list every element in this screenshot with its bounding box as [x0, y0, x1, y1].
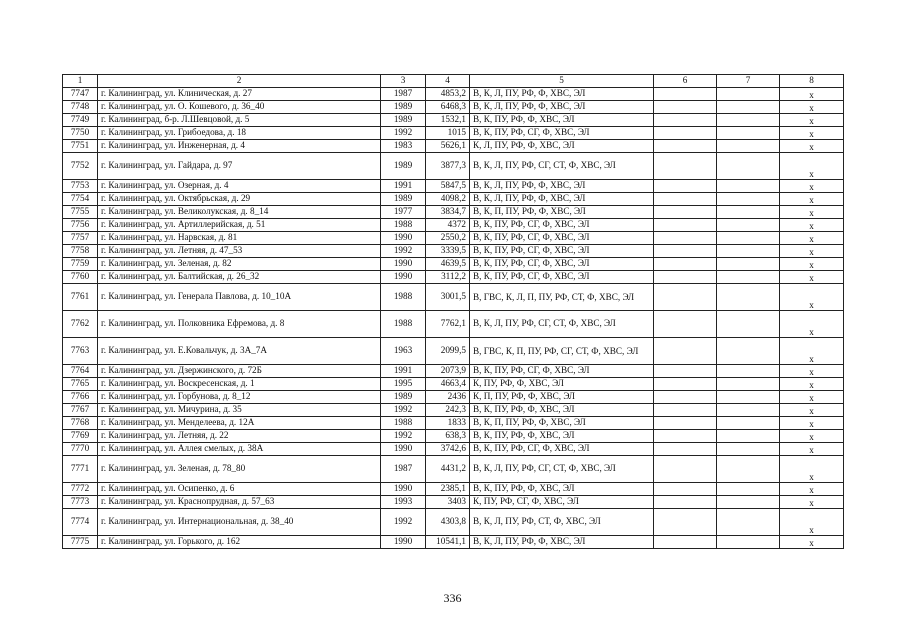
year-cell: 1990: [381, 483, 426, 496]
year-cell: 1991: [381, 180, 426, 193]
year-cell: 1993: [381, 496, 426, 509]
address-cell: г. Калининград, ул. Осипенко, д. 6: [98, 483, 381, 496]
column-7-cell: [717, 496, 780, 509]
column-7-cell: [717, 536, 780, 549]
address-cell: г. Калининград, ул. Зеленая, д. 78_80: [98, 456, 381, 483]
area-cell: 3112,2: [426, 271, 470, 284]
column-8-cell: х: [780, 404, 844, 417]
table-row: [63, 180, 844, 193]
row-number: 7756: [63, 219, 98, 232]
row-number: 7754: [63, 193, 98, 206]
address-cell: г. Калининград, ул. Гайдара, д. 97: [98, 153, 381, 180]
area-cell: 638,3: [426, 430, 470, 443]
address-cell: г. Калининград, ул. Воскресенская, д. 1: [98, 378, 381, 391]
address-cell: г. Калининград, б-р. Л.Шевцовой, д. 5: [98, 114, 381, 127]
column-8-cell: х: [780, 245, 844, 258]
row-number: 7775: [63, 536, 98, 549]
column-6-cell: [654, 88, 717, 101]
year-cell: 1990: [381, 271, 426, 284]
column-8-cell: х: [780, 456, 844, 483]
column-6-cell: [654, 232, 717, 245]
column-6-cell: [654, 378, 717, 391]
column-8-cell: х: [780, 496, 844, 509]
column-6-cell: [654, 284, 717, 311]
column-7-cell: [717, 127, 780, 140]
row-number: 7773: [63, 496, 98, 509]
utilities-cell: К, П, ПУ, РФ, Ф, ХВС, ЭЛ: [470, 391, 654, 404]
row-number: 7763: [63, 338, 98, 365]
column-8-cell: х: [780, 180, 844, 193]
column-7-cell: [717, 417, 780, 430]
table-row: [63, 219, 844, 232]
column-7-cell: [717, 430, 780, 443]
row-number: 7752: [63, 153, 98, 180]
column-6-cell: [654, 258, 717, 271]
year-cell: 1989: [381, 101, 426, 114]
utilities-cell: В, К, ПУ, РФ, Ф, ХВС, ЭЛ: [470, 483, 654, 496]
address-cell: г. Калининград, ул. Балтийская, д. 26_32: [98, 271, 381, 284]
column-header: 2: [98, 75, 381, 88]
column-6-cell: [654, 127, 717, 140]
area-cell: 3001,5: [426, 284, 470, 311]
address-cell: г. Калининград, ул. Инженерная, д. 4: [98, 140, 381, 153]
address-cell: г. Калининград, ул. Дзержинского, д. 72Б: [98, 365, 381, 378]
utilities-cell: К, Л, ПУ, РФ, Ф, ХВС, ЭЛ: [470, 140, 654, 153]
utilities-cell: В, К, ПУ, РФ, Ф, ХВС, ЭЛ: [470, 404, 654, 417]
column-8-cell: х: [780, 193, 844, 206]
column-header: 3: [381, 75, 426, 88]
table-row: [63, 378, 844, 391]
row-number: 7753: [63, 180, 98, 193]
column-7-cell: [717, 101, 780, 114]
row-number: 7768: [63, 417, 98, 430]
area-cell: 3403: [426, 496, 470, 509]
column-6-cell: [654, 271, 717, 284]
table-row: [63, 483, 844, 496]
address-cell: г. Калининград, ул. Интернациональная, д. 38_40: [98, 509, 381, 536]
table-row: [63, 417, 844, 430]
year-cell: 1990: [381, 258, 426, 271]
column-8-cell: х: [780, 127, 844, 140]
column-6-cell: [654, 391, 717, 404]
utilities-cell: В, К, ПУ, РФ, СГ, Ф, ХВС, ЭЛ: [470, 127, 654, 140]
column-7-cell: [717, 311, 780, 338]
row-number: 7750: [63, 127, 98, 140]
utilities-cell: В, К, ПУ, РФ, СГ, Ф, ХВС, ЭЛ: [470, 258, 654, 271]
year-cell: 1987: [381, 456, 426, 483]
table-row: [63, 338, 844, 365]
year-cell: 1992: [381, 430, 426, 443]
area-cell: 242,3: [426, 404, 470, 417]
row-number: 7769: [63, 430, 98, 443]
address-cell: г. Калининград, ул. Нарвская, д. 81: [98, 232, 381, 245]
column-8-cell: х: [780, 443, 844, 456]
row-number: 7759: [63, 258, 98, 271]
column-7-cell: [717, 378, 780, 391]
table-row: [63, 271, 844, 284]
utilities-cell: В, К, Л, ПУ, РФ, Ф, ХВС, ЭЛ: [470, 536, 654, 549]
address-cell: г. Калининград, ул. Артиллерийская, д. 51: [98, 219, 381, 232]
table-row: [63, 232, 844, 245]
utilities-cell: В, К, Л, ПУ, РФ, Ф, ХВС, ЭЛ: [470, 101, 654, 114]
page-number: 336: [443, 591, 462, 605]
year-cell: 1989: [381, 391, 426, 404]
column-6-cell: [654, 496, 717, 509]
column-8-cell: х: [780, 101, 844, 114]
area-cell: 5847,5: [426, 180, 470, 193]
utilities-cell: В, К, ПУ, РФ, СГ, Ф, ХВС, ЭЛ: [470, 245, 654, 258]
utilities-cell: В, К, П, ПУ, РФ, Ф, ХВС, ЭЛ: [470, 417, 654, 430]
column-8-cell: х: [780, 284, 844, 311]
utilities-cell: В, К, ПУ, РФ, СГ, Ф, ХВС, ЭЛ: [470, 365, 654, 378]
year-cell: 1989: [381, 153, 426, 180]
utilities-cell: В, К, Л, ПУ, РФ, СГ, СТ, Ф, ХВС, ЭЛ: [470, 456, 654, 483]
row-number: 7771: [63, 456, 98, 483]
column-8-cell: х: [780, 430, 844, 443]
table-row: [63, 509, 844, 536]
column-6-cell: [654, 430, 717, 443]
table-row: [63, 193, 844, 206]
column-6-cell: [654, 180, 717, 193]
table-row: [63, 391, 844, 404]
table-row: [63, 206, 844, 219]
area-cell: 2550,2: [426, 232, 470, 245]
row-number: 7762: [63, 311, 98, 338]
row-number: 7755: [63, 206, 98, 219]
row-number: 7774: [63, 509, 98, 536]
column-8-cell: х: [780, 378, 844, 391]
utilities-cell: В, К, ПУ, РФ, Ф, ХВС, ЭЛ: [470, 430, 654, 443]
header-row: [63, 75, 844, 88]
year-cell: 1989: [381, 193, 426, 206]
utilities-cell: В, К, Л, ПУ, РФ, СГ, СТ, Ф, ХВС, ЭЛ: [470, 311, 654, 338]
table-row: [63, 114, 844, 127]
row-number: 7761: [63, 284, 98, 311]
address-cell: г. Калининград, ул. Аллея смелых, д. 38А: [98, 443, 381, 456]
column-7-cell: [717, 509, 780, 536]
utilities-cell: В, К, Л, ПУ, РФ, СГ, СТ, Ф, ХВС, ЭЛ: [470, 153, 654, 180]
address-cell: г. Калининград, ул. Е.Ковальчук, д. 3А_7А: [98, 338, 381, 365]
area-cell: 6468,3: [426, 101, 470, 114]
address-cell: г. Калининград, ул. Горбунова, д. 8_12: [98, 391, 381, 404]
row-number: 7772: [63, 483, 98, 496]
table-row: [63, 101, 844, 114]
table-row: [63, 284, 844, 311]
column-7-cell: [717, 456, 780, 483]
column-7-cell: [717, 219, 780, 232]
row-number: 7760: [63, 271, 98, 284]
address-cell: г. Калининград, ул. Великолукская, д. 8_14: [98, 206, 381, 219]
year-cell: 1963: [381, 338, 426, 365]
area-cell: 3877,3: [426, 153, 470, 180]
column-6-cell: [654, 365, 717, 378]
column-8-cell: х: [780, 88, 844, 101]
column-header: 8: [780, 75, 844, 88]
row-number: 7765: [63, 378, 98, 391]
area-cell: 4853,2: [426, 88, 470, 101]
column-header: 7: [717, 75, 780, 88]
row-number: 7770: [63, 443, 98, 456]
column-8-cell: х: [780, 140, 844, 153]
table-row: [63, 153, 844, 180]
column-6-cell: [654, 483, 717, 496]
column-6-cell: [654, 140, 717, 153]
column-7-cell: [717, 271, 780, 284]
address-cell: г. Калининград, ул. Зеленая, д. 82: [98, 258, 381, 271]
column-8-cell: х: [780, 536, 844, 549]
utilities-cell: К, ПУ, РФ, Ф, ХВС, ЭЛ: [470, 378, 654, 391]
column-8-cell: х: [780, 338, 844, 365]
year-cell: 1992: [381, 404, 426, 417]
utilities-cell: В, К, ПУ, РФ, СГ, Ф, ХВС, ЭЛ: [470, 271, 654, 284]
year-cell: 1988: [381, 417, 426, 430]
table-row: [63, 140, 844, 153]
row-number: 7757: [63, 232, 98, 245]
column-8-cell: х: [780, 391, 844, 404]
row-number: 7748: [63, 101, 98, 114]
address-cell: г. Калининград, ул. Клиническая, д. 27: [98, 88, 381, 101]
year-cell: 1988: [381, 284, 426, 311]
column-6-cell: [654, 338, 717, 365]
row-number: 7758: [63, 245, 98, 258]
column-7-cell: [717, 338, 780, 365]
column-header: 5: [470, 75, 654, 88]
table-row: [63, 127, 844, 140]
area-cell: 4303,8: [426, 509, 470, 536]
column-header: 1: [63, 75, 98, 88]
address-cell: г. Калининград, ул. Полковника Ефремова, д. 8: [98, 311, 381, 338]
column-7-cell: [717, 153, 780, 180]
row-number: 7764: [63, 365, 98, 378]
area-cell: 10541,1: [426, 536, 470, 549]
column-6-cell: [654, 153, 717, 180]
year-cell: 1990: [381, 536, 426, 549]
utilities-cell: К, ПУ, РФ, СГ, Ф, ХВС, ЭЛ: [470, 496, 654, 509]
year-cell: 1988: [381, 219, 426, 232]
address-cell: г. Калининград, ул. Краснопрудная, д. 57_63: [98, 496, 381, 509]
year-cell: 1991: [381, 365, 426, 378]
area-cell: 3834,7: [426, 206, 470, 219]
utilities-cell: В, К, Л, ПУ, РФ, Ф, ХВС, ЭЛ: [470, 180, 654, 193]
column-7-cell: [717, 140, 780, 153]
address-cell: г. Калининград, ул. Летняя, д. 47_53: [98, 245, 381, 258]
address-cell: г. Калининград, ул. Озерная, д. 4: [98, 180, 381, 193]
utilities-cell: В, К, Л, ПУ, РФ, Ф, ХВС, ЭЛ: [470, 193, 654, 206]
area-cell: 2436: [426, 391, 470, 404]
year-cell: 1992: [381, 509, 426, 536]
column-header: 4: [426, 75, 470, 88]
table-row: [63, 496, 844, 509]
utilities-cell: В, К, Л, ПУ, РФ, Ф, ХВС, ЭЛ: [470, 88, 654, 101]
area-cell: 2099,5: [426, 338, 470, 365]
column-6-cell: [654, 219, 717, 232]
column-8-cell: х: [780, 509, 844, 536]
area-cell: 4663,4: [426, 378, 470, 391]
table-row: [63, 536, 844, 549]
address-cell: г. Калининград, ул. Летняя, д. 22: [98, 430, 381, 443]
year-cell: 1988: [381, 311, 426, 338]
table-row: [63, 404, 844, 417]
year-cell: 1995: [381, 378, 426, 391]
column-7-cell: [717, 206, 780, 219]
column-6-cell: [654, 417, 717, 430]
year-cell: 1990: [381, 443, 426, 456]
column-8-cell: х: [780, 417, 844, 430]
area-cell: 4372: [426, 219, 470, 232]
area-cell: 1532,1: [426, 114, 470, 127]
area-cell: 1833: [426, 417, 470, 430]
column-7-cell: [717, 193, 780, 206]
year-cell: 1989: [381, 114, 426, 127]
column-6-cell: [654, 456, 717, 483]
table-row: [63, 443, 844, 456]
utilities-cell: В, К, ПУ, РФ, Ф, ХВС, ЭЛ: [470, 114, 654, 127]
year-cell: 1977: [381, 206, 426, 219]
column-8-cell: х: [780, 114, 844, 127]
utilities-cell: В, К, ПУ, РФ, СГ, Ф, ХВС, ЭЛ: [470, 232, 654, 245]
column-7-cell: [717, 245, 780, 258]
column-6-cell: [654, 509, 717, 536]
column-8-cell: х: [780, 271, 844, 284]
table-row: [63, 456, 844, 483]
year-cell: 1992: [381, 245, 426, 258]
column-7-cell: [717, 483, 780, 496]
table-row: [63, 365, 844, 378]
column-6-cell: [654, 114, 717, 127]
row-number: 7767: [63, 404, 98, 417]
column-7-cell: [717, 443, 780, 456]
table-row: [63, 245, 844, 258]
utilities-cell: В, К, Л, ПУ, РФ, СТ, Ф, ХВС, ЭЛ: [470, 509, 654, 536]
address-cell: г. Калининград, ул. Менделеева, д. 12А: [98, 417, 381, 430]
area-cell: 3742,6: [426, 443, 470, 456]
column-6-cell: [654, 245, 717, 258]
column-8-cell: х: [780, 206, 844, 219]
column-6-cell: [654, 536, 717, 549]
column-header: 6: [654, 75, 717, 88]
area-cell: 4431,2: [426, 456, 470, 483]
table-row: [63, 430, 844, 443]
column-6-cell: [654, 311, 717, 338]
area-cell: 5626,1: [426, 140, 470, 153]
utilities-cell: В, К, П, ПУ, РФ, Ф, ХВС, ЭЛ: [470, 206, 654, 219]
housing-table: [62, 74, 844, 549]
address-cell: г. Калининград, ул. Октябрьская, д. 29: [98, 193, 381, 206]
utilities-cell: В, ГВС, К, Л, П, ПУ, РФ, СТ, Ф, ХВС, ЭЛ: [470, 284, 654, 311]
column-6-cell: [654, 206, 717, 219]
area-cell: 4639,5: [426, 258, 470, 271]
column-7-cell: [717, 258, 780, 271]
table-row: [63, 88, 844, 101]
column-8-cell: х: [780, 258, 844, 271]
address-cell: г. Калининград, ул. Генерала Павлова, д. 10_10А: [98, 284, 381, 311]
year-cell: 1983: [381, 140, 426, 153]
year-cell: 1990: [381, 232, 426, 245]
column-7-cell: [717, 404, 780, 417]
column-7-cell: [717, 232, 780, 245]
address-cell: г. Калининград, ул. Горького, д. 162: [98, 536, 381, 549]
address-cell: г. Калининград, ул. О. Кошевого, д. 36_40: [98, 101, 381, 114]
area-cell: 1015: [426, 127, 470, 140]
column-8-cell: х: [780, 219, 844, 232]
column-6-cell: [654, 404, 717, 417]
address-cell: г. Калининград, ул. Мичурина, д. 35: [98, 404, 381, 417]
area-cell: 3339,5: [426, 245, 470, 258]
row-number: 7749: [63, 114, 98, 127]
row-number: 7751: [63, 140, 98, 153]
year-cell: 1987: [381, 88, 426, 101]
column-6-cell: [654, 443, 717, 456]
row-number: 7766: [63, 391, 98, 404]
column-8-cell: х: [780, 311, 844, 338]
column-7-cell: [717, 365, 780, 378]
table-row: [63, 311, 844, 338]
table-row: [63, 258, 844, 271]
area-cell: 2073,9: [426, 365, 470, 378]
address-cell: г. Калининград, ул. Грибоедова, д. 18: [98, 127, 381, 140]
utilities-cell: В, К, ПУ, РФ, СГ, Ф, ХВС, ЭЛ: [470, 219, 654, 232]
column-8-cell: х: [780, 153, 844, 180]
area-cell: 2385,1: [426, 483, 470, 496]
year-cell: 1992: [381, 127, 426, 140]
column-8-cell: х: [780, 483, 844, 496]
column-7-cell: [717, 180, 780, 193]
column-7-cell: [717, 284, 780, 311]
column-8-cell: х: [780, 365, 844, 378]
column-7-cell: [717, 114, 780, 127]
row-number: 7747: [63, 88, 98, 101]
utilities-cell: В, К, ПУ, РФ, СГ, Ф, ХВС, ЭЛ: [470, 443, 654, 456]
column-7-cell: [717, 88, 780, 101]
utilities-cell: В, ГВС, К, П, ПУ, РФ, СГ, СТ, Ф, ХВС, ЭЛ: [470, 338, 654, 365]
column-8-cell: х: [780, 232, 844, 245]
area-cell: 7762,1: [426, 311, 470, 338]
column-6-cell: [654, 193, 717, 206]
area-cell: 4098,2: [426, 193, 470, 206]
column-6-cell: [654, 101, 717, 114]
column-7-cell: [717, 391, 780, 404]
